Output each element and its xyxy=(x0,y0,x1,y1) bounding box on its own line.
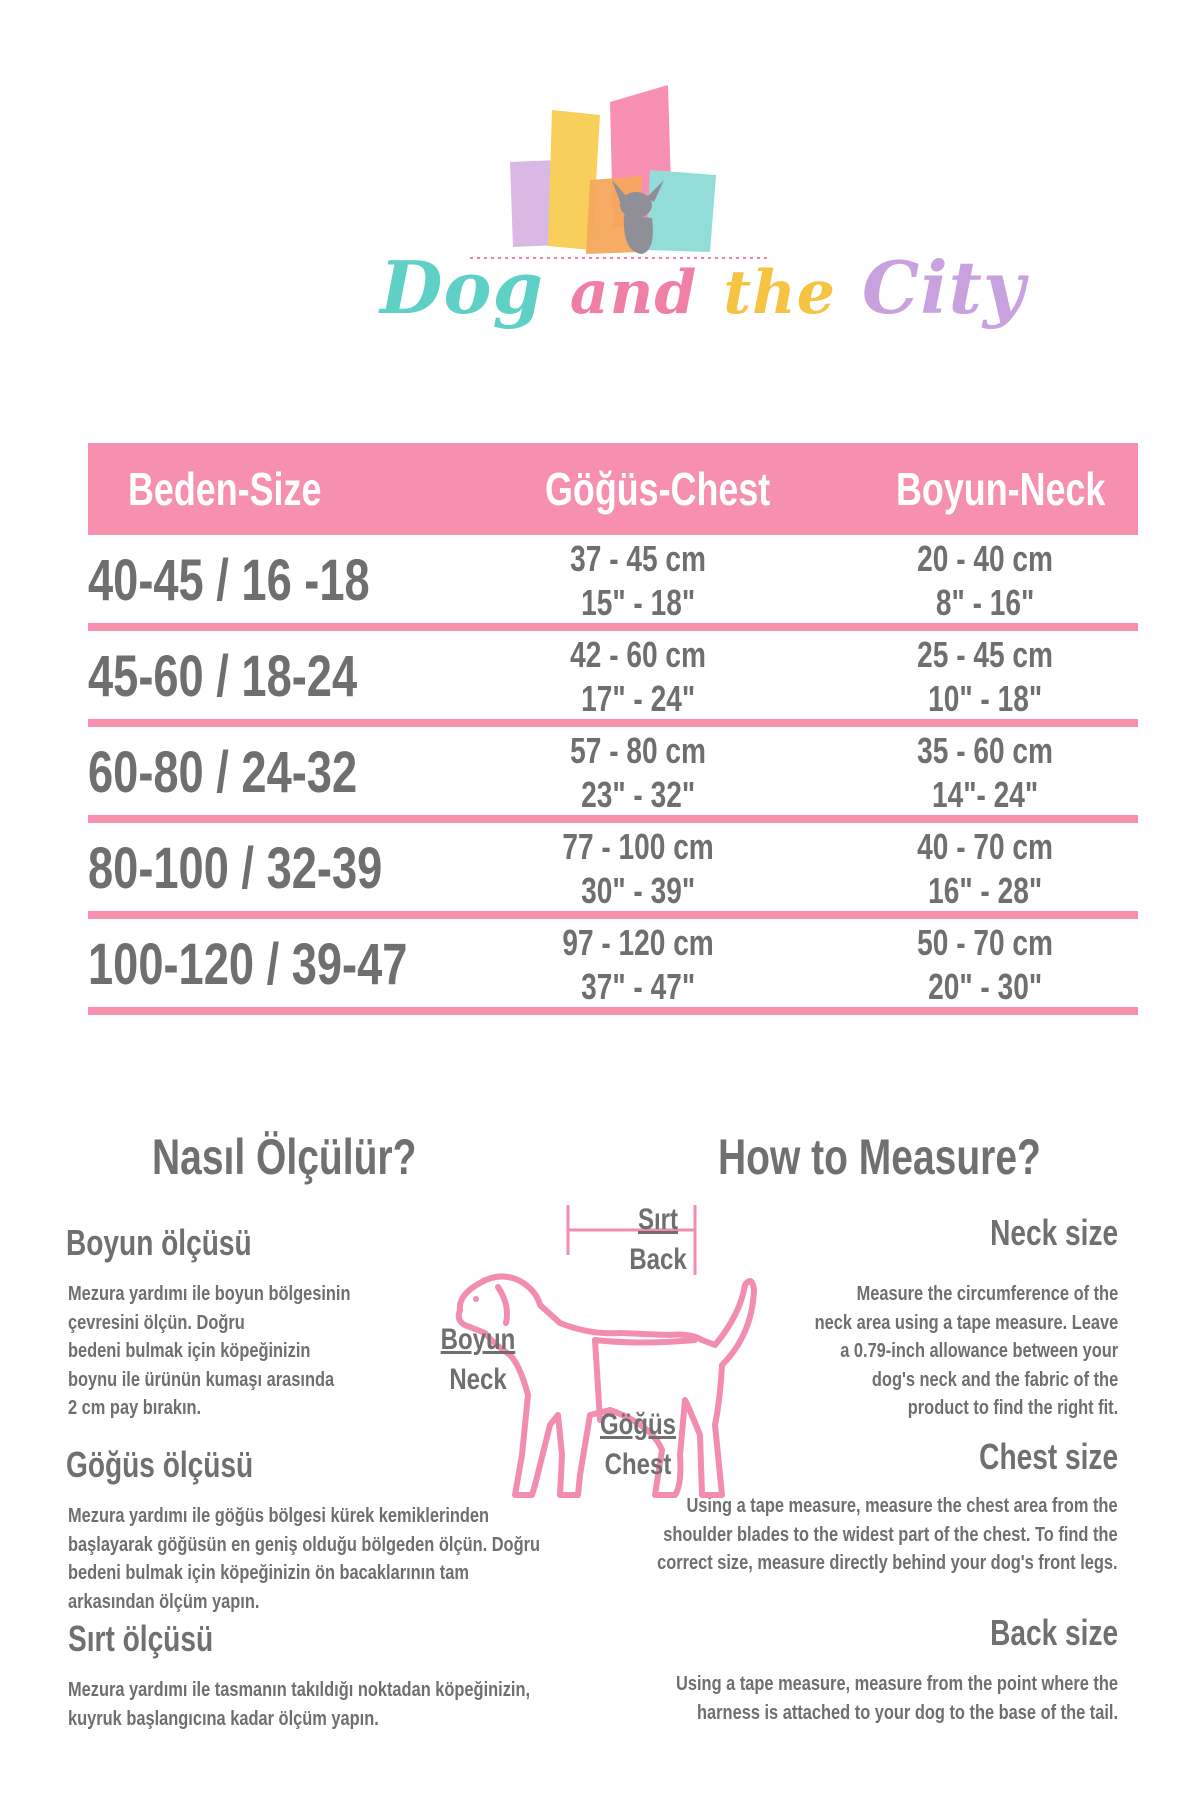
back-title-tr: Sırt ölçüsü xyxy=(68,1618,214,1659)
chest-title-en: Chest size xyxy=(979,1436,1118,1477)
size-table xyxy=(88,443,1138,1015)
size-cell: 60-80 / 24-32 xyxy=(88,740,358,805)
diagram-label-back: Sırt Back xyxy=(629,1203,687,1276)
neck-title-tr: Boyun ölçüsü xyxy=(66,1222,252,1263)
size-cell: 80-100 / 32-39 xyxy=(88,836,383,901)
chest-cell: 42 - 60 cm 17" - 24" xyxy=(570,634,706,719)
neck-text-en: Measure the circumference of the neck area using a tape measure. Leave a 0.79-inch allowance between your dog's neck and the fabric of the product to find the right fit. xyxy=(814,1283,1118,1419)
table-row xyxy=(88,727,1138,823)
header-size: Beden-Size xyxy=(128,463,322,515)
chest-text-tr: Mezura yardımı ile göğüs bölgesi kürek kemiklerinden başlayarak göğüsün en geniş olduğu bölgeden ölçün. Doğru bedeni bulmak için köpeğinizin ön bacaklarının tam arkasından ölçüm yapın. xyxy=(68,1505,540,1613)
measure-title-en: How to Measure? xyxy=(718,1129,1041,1185)
neck-title-en: Neck size xyxy=(989,1212,1118,1253)
neck-cell: 40 - 70 cm 16" - 28" xyxy=(917,826,1053,911)
logo-word-dog: Dog xyxy=(380,245,544,330)
neck-cell: 35 - 60 cm 14"- 24" xyxy=(917,730,1053,815)
table-row xyxy=(88,919,1138,1015)
chest-cell: 37 - 45 cm 15" - 18" xyxy=(570,538,706,623)
neck-text-tr: Mezura yardımı ile boyun bölgesinin çevresini ölçün. Doğru bedeni bulmak için köpeğinizin boynu ile ürünün kumaşı arasında 2 cm pay bırakın. xyxy=(68,1283,351,1419)
table-row xyxy=(88,631,1138,727)
chest-text-en: Using a tape measure, measure the chest area from the shoulder blades to the widest part of the chest. To find the correct size, measure directly behind your dog's front legs. xyxy=(657,1495,1118,1574)
neck-cell: 50 - 70 cm 20" - 30" xyxy=(917,922,1053,1007)
logo-word-the: the xyxy=(723,258,836,328)
logo-word-city: City xyxy=(862,245,1026,330)
chest-cell: 97 - 120 cm 37" - 47" xyxy=(562,922,714,1007)
measure-title-tr: Nasıl Ölçülür? xyxy=(152,1129,417,1185)
back-title-en: Back size xyxy=(989,1612,1118,1653)
chest-cell: 57 - 80 cm 23" - 32" xyxy=(570,730,706,815)
brand-wordmark xyxy=(380,245,1026,330)
neck-cell: 20 - 40 cm 8" - 16" xyxy=(917,538,1053,623)
table-header xyxy=(88,443,1138,535)
brand-logo xyxy=(380,80,1026,360)
size-cell: 45-60 / 18-24 xyxy=(88,644,358,709)
chest-cell: 77 - 100 cm 30" - 39" xyxy=(562,826,714,911)
diagram-label-neck: Boyun Neck xyxy=(440,1323,516,1396)
header-neck: Boyun-Neck xyxy=(896,463,1106,515)
back-text-tr: Mezura yardımı ile tasmanın takıldığı noktadan köpeğinizin, kuyruk başlangıcına kadar ölçüm yapın. xyxy=(68,1679,531,1730)
table-row xyxy=(88,823,1138,919)
logo-word-and: and xyxy=(569,258,698,328)
size-cell: 100-120 / 39-47 xyxy=(88,932,408,997)
neck-cell: 25 - 45 cm 10" - 18" xyxy=(917,634,1053,719)
size-cell: 40-45 / 16 -18 xyxy=(88,548,370,613)
header-chest: Göğüs-Chest xyxy=(545,463,771,515)
chest-title-tr: Göğüs ölçüsü xyxy=(66,1444,254,1485)
back-text-en: Using a tape measure, measure from the point where the harness is attached to your dog to the base of the tail. xyxy=(675,1673,1118,1724)
diagram-label-chest: Göğüs Chest xyxy=(600,1408,676,1481)
table-row xyxy=(88,535,1138,631)
